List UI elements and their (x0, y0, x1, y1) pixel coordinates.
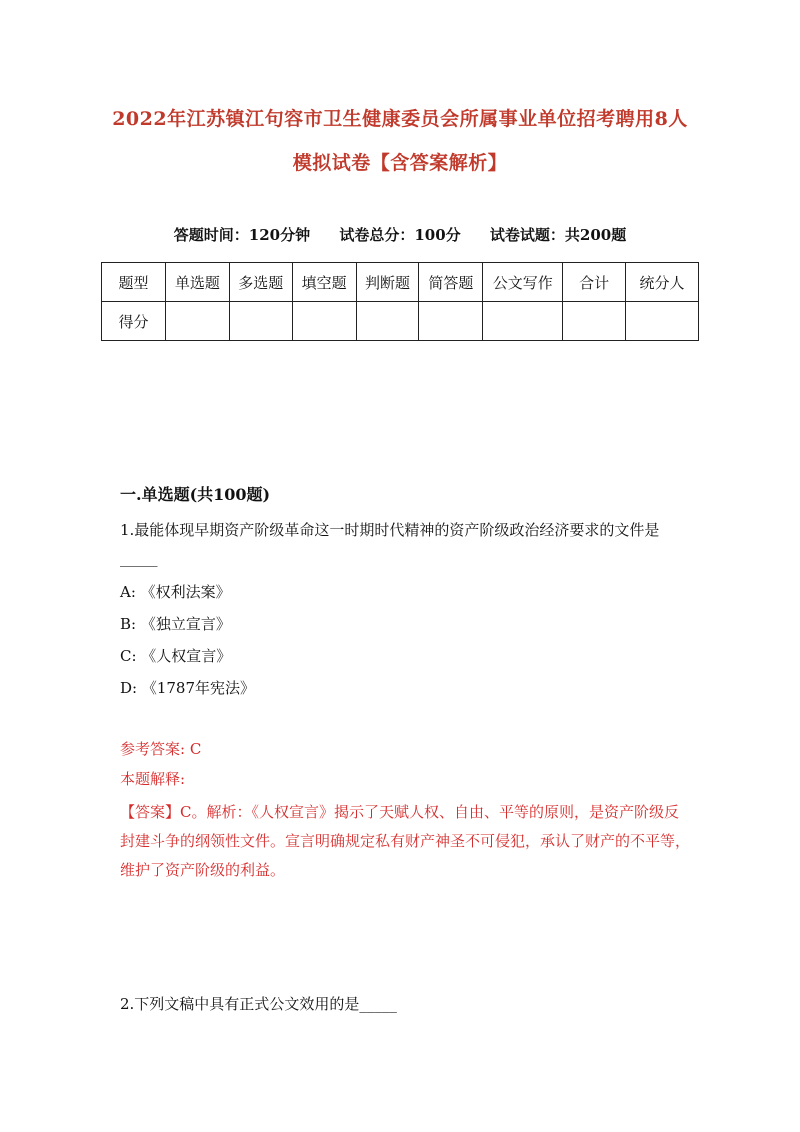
score-table-header-cell: 统分人 (626, 263, 699, 302)
score-cell (483, 302, 563, 341)
exam-question-count: 试卷试题：共200题 (489, 226, 627, 244)
exam-meta (0, 224, 800, 245)
score-table-header-cell: 单选题 (165, 263, 229, 302)
exam-total-score: 试卷总分：100分 (339, 226, 461, 244)
score-cell (229, 302, 292, 341)
score-cell (356, 302, 419, 341)
score-table-header-cell: 判断题 (356, 263, 419, 302)
score-table (101, 262, 699, 341)
score-table-header-row (102, 263, 699, 302)
score-table-header-cell: 题型 (102, 263, 166, 302)
section-title: 一.单选题(共100题) (120, 485, 271, 504)
question-2-stem: 2.下列文稿中具有正式公文效用的是_____ (120, 995, 397, 1013)
score-table-header-cell: 合计 (563, 263, 626, 302)
question-1-option-c: C: 《人权宣言》 (120, 647, 232, 665)
score-table-header-cell: 填空题 (292, 263, 356, 302)
question-1-option-a: A: 《权利法案》 (120, 583, 231, 601)
score-table-score-row (102, 302, 699, 341)
score-row-label: 得分 (102, 302, 166, 341)
question-1-option-b: B: 《独立宣言》 (120, 615, 231, 633)
question-1-explain-label: 本题解释: (120, 770, 186, 788)
exam-time: 答题时间：120分钟 (173, 226, 311, 244)
question-1-option-d: D: 《1787年宪法》 (120, 679, 256, 697)
score-table-header-cell: 多选题 (229, 263, 292, 302)
score-cell (563, 302, 626, 341)
score-table-header-cell: 公文写作 (483, 263, 563, 302)
score-cell (292, 302, 356, 341)
document-title-line1: 2022年江苏镇江句容市卫生健康委员会所属事业单位招考聘用8人 (112, 108, 688, 130)
question-1-stem: 1.最能体现早期资产阶级革命这一时期时代精神的资产阶级政治经济要求的文件是_____ (120, 521, 660, 567)
score-cell (626, 302, 699, 341)
question-1-answer: 参考答案: C (120, 740, 202, 758)
question-1-explanation: 【答案】C。解析：《人权宣言》揭示了天赋人权、自由、平等的原则，是资产阶级反封建斗争的纲领性文件。宣言明确规定私有财产神圣不可侵犯，承认了财产的不平等，维护了资产阶级的利益。 (120, 803, 691, 879)
score-cell (419, 302, 483, 341)
document-title-line2: 模拟试卷【含答案解析】 (292, 152, 508, 174)
score-cell (165, 302, 229, 341)
score-table-header-cell: 简答题 (419, 263, 483, 302)
